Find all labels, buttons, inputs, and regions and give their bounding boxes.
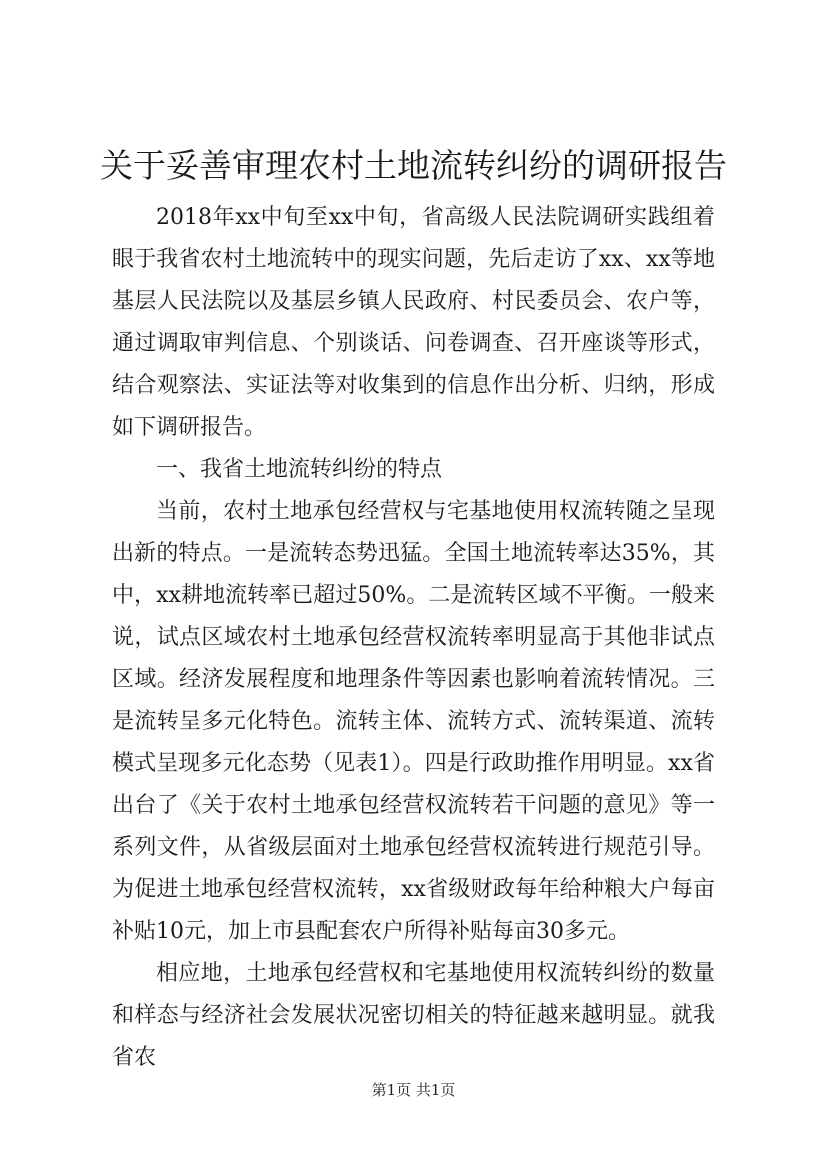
paragraph-disputes: 相应地，土地承包经营权和宅基地使用权流转纠纷的数量和样态与经济社会发展状况密切相关的特征越来越明显。就我省农 xyxy=(112,961,715,1070)
page-footer: 第1页 共1页 xyxy=(371,1081,456,1099)
document-title: 关于妥善审理农村土地流转纠纷的调研报告 xyxy=(100,146,727,185)
section-heading: 一、我省土地流转纠纷的特点 xyxy=(156,457,443,482)
document-body xyxy=(112,197,715,1079)
paragraph-characteristics: 当前，农村土地承包经营权与宅基地使用权流转随之呈现出新的特点。一是流转态势迅猛。全国土地流转率达35%，其中，xx耕地流转率已超过50%。二是流转区域不平衡。一般来说，试点区域农村土地承包经营权流转率明显高于其他非试点区域。经济发展程度和地理条件等因素也影响着流转情况。三是流转呈多元化特色。流转主体、流转方式、流转渠道、流转模式呈现多元化态势（见表1）。四是行政助推作用明显。xx省出台了《关于农村土地承包经营权流转若干问题的意见》等一系列文件，从省级层面对土地承包经营权流转进行规范引导。为促进土地承包经营权流转，xx省级财政每年给种粮大户每亩补贴10元，加上市县配套农户所得补贴每亩30多元。 xyxy=(112,499,715,944)
paragraph-intro: 2018年xx中旬至xx中旬，省高级人民法院调研实践组着眼于我省农村土地流转中的现实问题，先后走访了xx、xx等地基层人民法院以及基层乡镇人民政府、村民委员会、农户等，通过调取审判信息、个别谈话、问卷调查、召开座谈等形式，结合观察法、实证法等对收集到的信息作出分析、归纳，形成如下调研报告。 xyxy=(112,205,715,440)
